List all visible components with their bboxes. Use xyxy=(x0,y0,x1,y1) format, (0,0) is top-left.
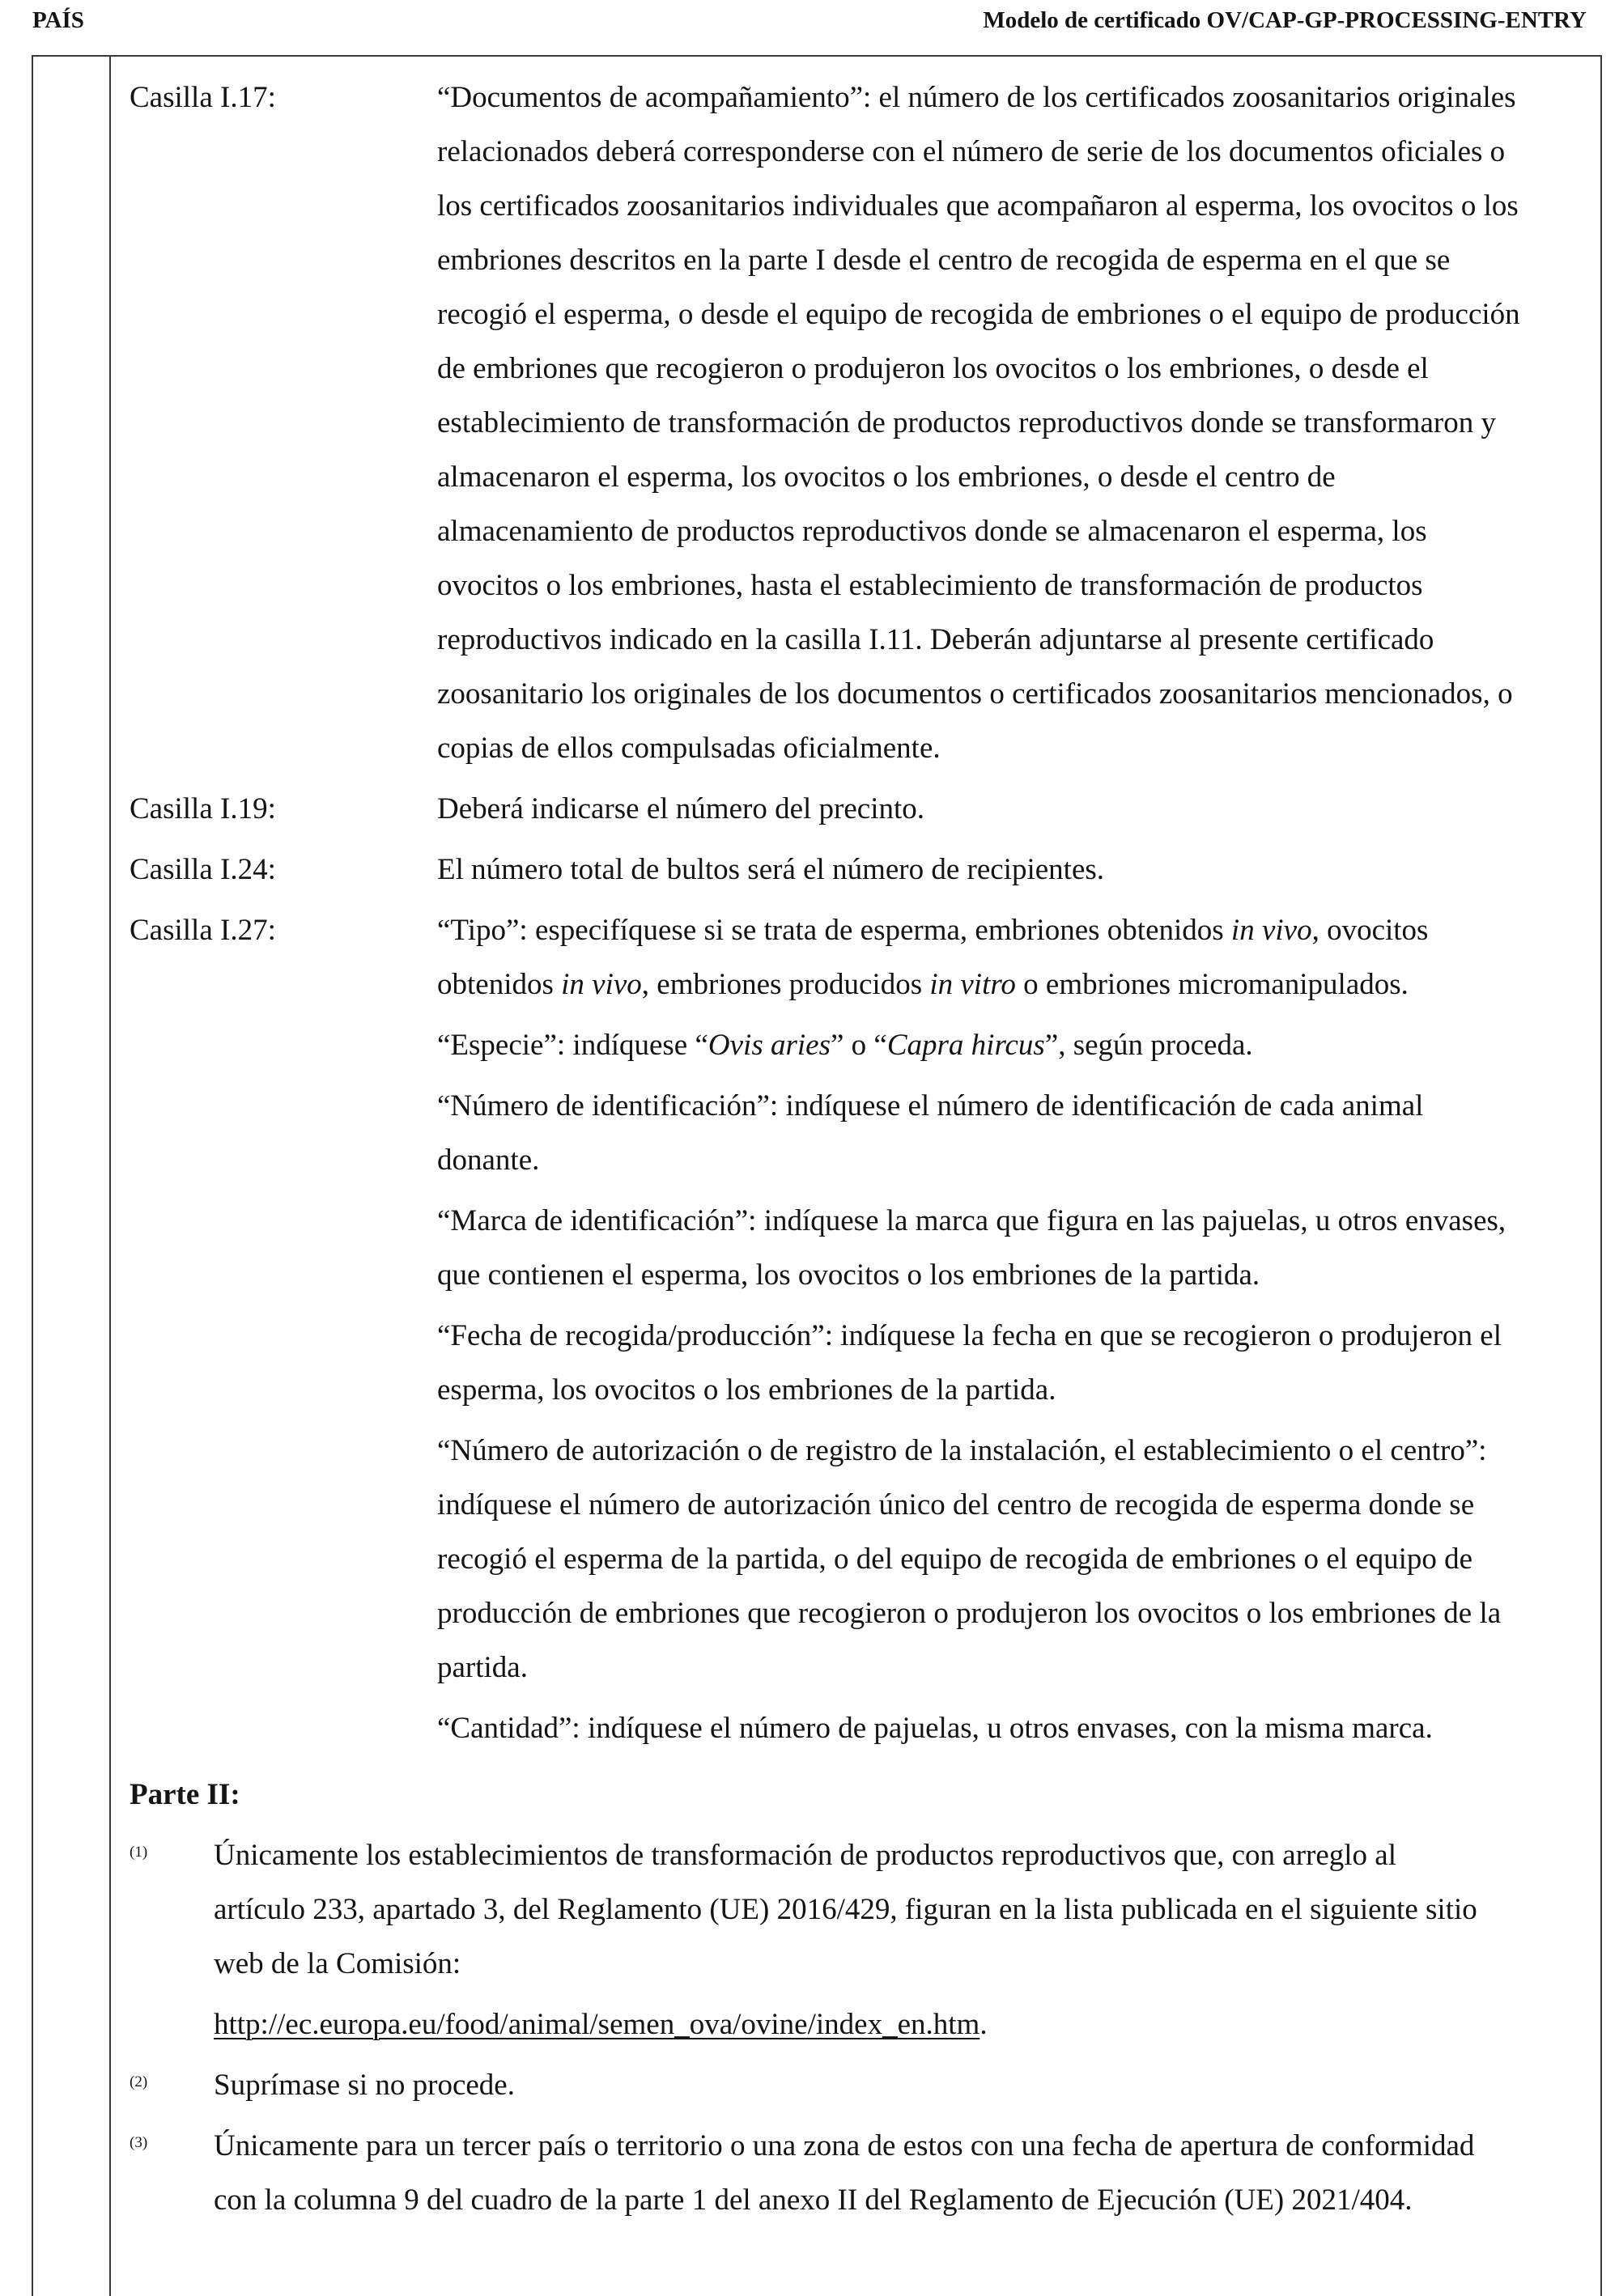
text-line: artículo 233, apartado 3, del Reglamento (UE) 2016/429, figuran en la lista publicada en el siguiente sitio xyxy=(214,1893,1477,1926)
text-line: ovocitos o los embriones, hasta el establecimiento de transformación de productos xyxy=(437,569,1423,602)
description-paragraph xyxy=(437,1079,1587,1187)
casilla-row xyxy=(130,782,1587,836)
text-line: partida. xyxy=(437,1651,528,1684)
text-segment: , ovocitos xyxy=(1311,914,1429,947)
casilla-row xyxy=(130,903,1587,1755)
text-line: Deberá indicarse el número del precinto. xyxy=(437,792,925,825)
part-ii-heading: Parte II: xyxy=(130,1778,240,1811)
text-line: con la columna 9 del cuadro de la parte 1 del anexo II del Reglamento de Ejecución (UE) 2021/404. xyxy=(214,2184,1413,2217)
text-line: donante. xyxy=(437,1144,540,1177)
footnote-item xyxy=(130,2119,1587,2227)
casilla-row xyxy=(130,70,1587,775)
header-rule xyxy=(32,55,1602,57)
text-line: indíquese el número de autorización único del centro de recogida de esperma donde se xyxy=(437,1488,1475,1521)
text-line: reproductivos indicado en la casilla I.11. Deberán adjuntarse al presente certificado xyxy=(437,623,1434,656)
text-segment: , embriones producidos xyxy=(641,968,930,1001)
left-border xyxy=(32,55,33,2296)
link-trailing-punctuation: . xyxy=(979,2008,988,2041)
text-line: Únicamente para un tercer país o territorio o una zona de estos con una fecha de apertura de conformidad xyxy=(214,2129,1475,2162)
description-paragraph xyxy=(437,1424,1587,1695)
text-segment: “Tipo”: especifíquese si se trata de esperma, embriones obtenidos xyxy=(437,914,1231,947)
text-line: relacionados deberá corresponderse con el número de serie de los documentos oficiales o xyxy=(437,135,1506,168)
footnote-text xyxy=(214,2058,1587,2112)
text-line: Únicamente los establecimientos de transformación de productos reproductivos que, con arreglo al xyxy=(214,1839,1397,1872)
text-segment: o embriones micromanipulados. xyxy=(1015,968,1409,1001)
text-line: “Cantidad”: indíquese el número de pajuelas, u otros envases, con la misma marca. xyxy=(437,1712,1433,1745)
text-line: “Marca de identificación”: indíquese la marca que figura en las pajuelas, u otros envases, xyxy=(437,1204,1506,1237)
casilla-label: Casilla I.19: xyxy=(130,792,276,825)
italic-term: in vivo xyxy=(1230,914,1312,947)
description-paragraph xyxy=(437,1194,1587,1302)
description-paragraph xyxy=(437,782,1587,836)
casilla-label: Casilla I.17: xyxy=(130,81,276,114)
certificate-model-title: Modelo de certificado OV/CAP-GP-PROCESSING-ENTRY xyxy=(983,7,1587,33)
italic-term: Ovis aries xyxy=(708,1029,831,1062)
italic-term: in vivo xyxy=(561,968,642,1001)
description-paragraph xyxy=(437,903,1587,1012)
italic-term: in vitro xyxy=(929,968,1016,1001)
text-segment: ” o “ xyxy=(830,1029,887,1062)
text-line: recogió el esperma de la partida, o del equipo de recogida de embriones o el equipo de xyxy=(437,1543,1473,1576)
text-line: Suprímase si no procede. xyxy=(214,2069,515,2102)
text-line xyxy=(437,1018,1587,1072)
text-line: “Número de autorización o de registro de la instalación, el establecimiento o el centro”: xyxy=(437,1434,1487,1467)
text-segment: ”, según proceda. xyxy=(1044,1029,1253,1062)
description-paragraph xyxy=(437,842,1587,897)
part-i-notes xyxy=(130,70,1587,1755)
description-paragraph xyxy=(437,1309,1587,1417)
footnote-item xyxy=(130,1828,1587,2052)
text-line: “Fecha de recogida/producción”: indíquese la fecha en que se recogieron o produjeron el xyxy=(437,1319,1502,1352)
text-line: embriones descritos en la parte I desde el centro de recogida de esperma en el que se xyxy=(437,244,1451,277)
text-line: zoosanitario los originales de los documentos o certificados zoosanitarios mencionados, o xyxy=(437,677,1513,711)
text-line: almacenamiento de productos reproductivos donde se almacenaron el esperma, los xyxy=(437,515,1427,548)
text-segment: obtenidos xyxy=(437,968,562,1001)
text-line: esperma, los ovocitos o los embriones de la partida. xyxy=(437,1373,1056,1407)
text-line: recogió el esperma, o desde el equipo de recogida de embriones o el equipo de producción xyxy=(437,298,1520,331)
casilla-description xyxy=(437,903,1587,1755)
casilla-description xyxy=(437,842,1587,897)
inner-margin-border xyxy=(109,55,111,2296)
text-line: almacenaron el esperma, los ovocitos o los embriones, o desde el centro de xyxy=(437,460,1336,494)
text-line: “Número de identificación”: indíquese el número de identificación de cada animal xyxy=(437,1089,1424,1123)
footnote-item xyxy=(130,2058,1587,2112)
text-line: de embriones que recogieron o produjeron los ovocitos o los embriones, o desde el xyxy=(437,352,1429,385)
text-segment: “Especie”: indíquese “ xyxy=(437,1029,708,1062)
casilla-label: Casilla I.24: xyxy=(130,853,276,886)
text-line xyxy=(437,957,1587,1012)
description-paragraph xyxy=(437,1018,1587,1072)
text-line: establecimiento de transformación de productos reproductivos donde se transformaron y xyxy=(437,406,1496,439)
text-line: los certificados zoosanitarios individuales que acompañaron al esperma, los ovocitos o los xyxy=(437,189,1519,223)
text-line xyxy=(437,903,1587,957)
right-border xyxy=(1600,55,1602,2296)
text-line: producción de embriones que recogieron o produjeron los ovocitos o los embriones de la xyxy=(437,1597,1502,1630)
casilla-description xyxy=(437,782,1587,836)
description-paragraph xyxy=(437,70,1587,775)
text-line: copias de ellos compulsadas oficialmente. xyxy=(437,732,941,765)
footnote-marker: (3) xyxy=(130,2134,148,2151)
text-line: “Documentos de acompañamiento”: el número de los certificados zoosanitarios originales xyxy=(437,81,1516,114)
notes-body xyxy=(130,70,1587,2227)
commission-website-link[interactable]: http://ec.europa.eu/food/animal/semen_ova/ovine/index_en.htm xyxy=(214,2008,980,2041)
footnote-text xyxy=(214,1828,1587,2052)
part-ii-notes xyxy=(130,1828,1587,2227)
link-line xyxy=(214,1997,1587,2052)
casilla-row xyxy=(130,842,1587,897)
country-label: PAÍS xyxy=(32,7,84,33)
text-line: web de la Comisión: xyxy=(214,1947,461,1980)
casilla-label: Casilla I.27: xyxy=(130,914,276,947)
footnote-marker: (2) xyxy=(130,2073,148,2090)
description-paragraph xyxy=(437,1701,1587,1755)
casilla-description xyxy=(437,70,1587,775)
italic-term: Capra hircus xyxy=(886,1029,1045,1062)
footnote-text xyxy=(214,2119,1587,2227)
footnote-marker: (1) xyxy=(130,1844,148,1861)
text-line: que contienen el esperma, los ovocitos o los embriones de la partida. xyxy=(437,1258,1260,1292)
text-line: El número total de bultos será el número de recipientes. xyxy=(437,853,1105,886)
